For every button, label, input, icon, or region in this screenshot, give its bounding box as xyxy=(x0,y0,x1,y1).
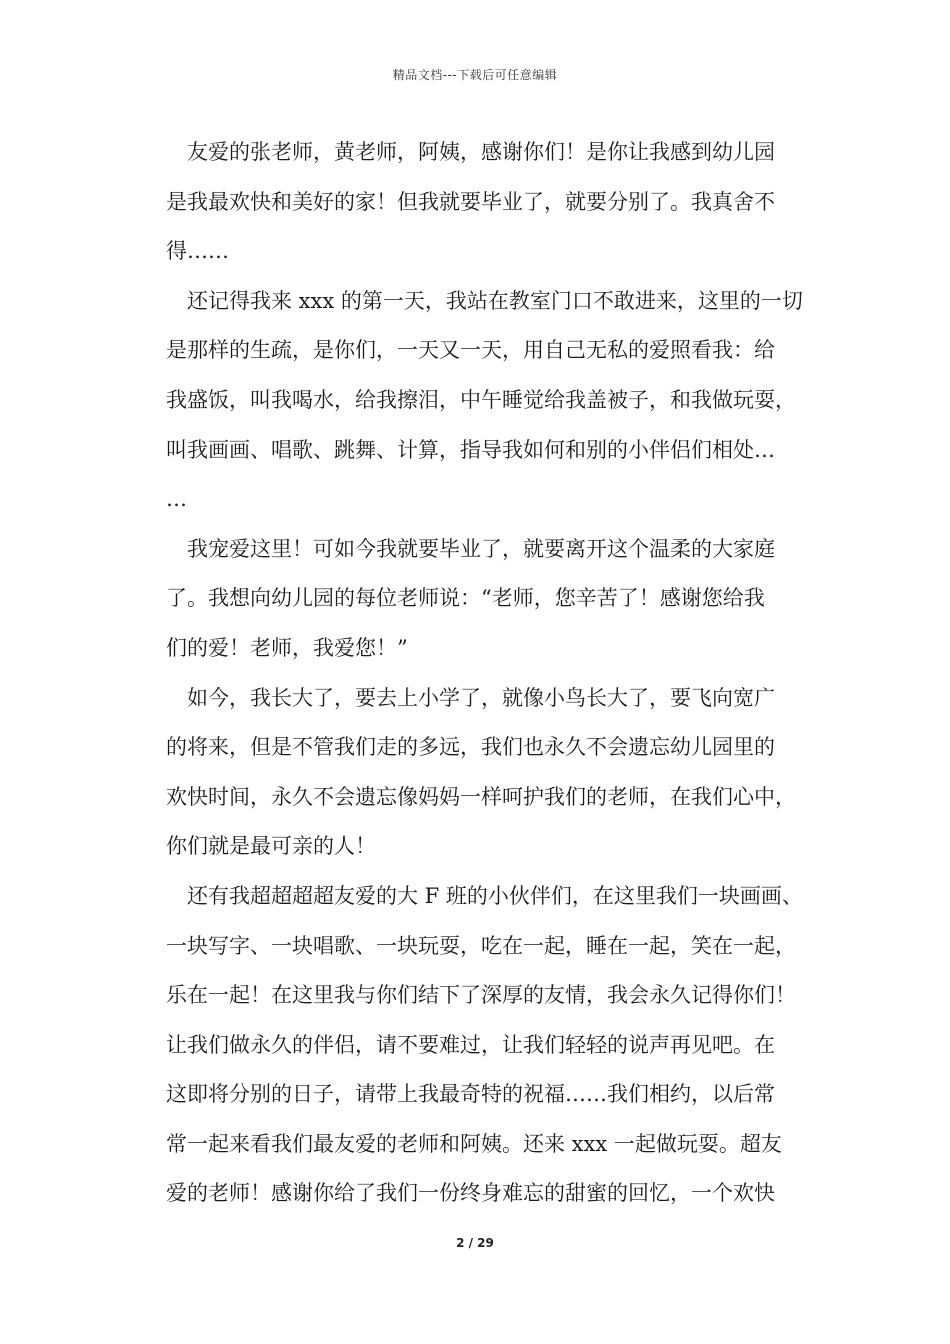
document-body xyxy=(145,128,805,1219)
paragraph-line: 乐在一起！在这里我与你们结下了深厚的友情，我会永久记得你们！ xyxy=(166,983,796,1008)
paragraph-line: 了。我想向幼儿园的每位老师说：“老师，您辛苦了！感谢您给我 xyxy=(166,586,765,611)
paragraph-line: 一块写字、一块唱歌、一块玩耍，吃在一起，睡在一起，笑在一起， xyxy=(166,933,796,958)
paragraph-line: 叫我画画、唱歌、跳舞、计算，指导我如何和别的小伴侣们相处… xyxy=(166,437,775,462)
page-number: 2 / 29 xyxy=(456,1236,494,1250)
paragraph-line: 还有我超超超超友爱的大 F 班的小伙伴们，在这里我们一块画画、 xyxy=(187,883,803,908)
paragraph xyxy=(145,525,805,674)
paragraph-line: 友爱的张老师，黄老师，阿姨，感谢你们！是你让我感到幼儿园 xyxy=(187,140,775,164)
paragraph-line: 是那样的生疏，是你们，一天又一天，用自己无私的爱照看我：给 xyxy=(166,338,775,363)
paragraph-line: 我宠爱这里！可如今我就要毕业了，就要离开这个温柔的大家庭 xyxy=(187,536,775,561)
paragraph-line: 得…… xyxy=(166,239,229,264)
paragraph-line: 是我最欢快和美好的家！但我就要毕业了，就要分别了。我真舍不 xyxy=(166,189,775,214)
paragraph-line: 的将来，但是不管我们走的多远，我们也永久不会遗忘幼儿园里的 xyxy=(166,735,775,760)
paragraph-line: 欢快时间，永久不会遗忘像妈妈一样呵护我们的老师，在我们心中， xyxy=(166,784,796,809)
paragraph-line: 你们就是最可亲的人！ xyxy=(166,834,376,859)
paragraph-line: 还记得我来 xxx 的第一天，我站在教室门口不敢进来，这里的一切 xyxy=(187,288,803,313)
paragraph xyxy=(145,277,805,525)
paragraph xyxy=(145,872,805,1219)
paragraph-line: 如今，我长大了，要去上小学了，就像小鸟长大了，要飞向宽广 xyxy=(187,685,775,710)
paragraph-line: 我盛饭，叫我喝水，给我擦泪，中午睡觉给我盖被子，和我做玩耍， xyxy=(166,387,796,412)
paragraph-line: 们的爱！老师，我爱您！” xyxy=(166,635,408,660)
paragraph-line: 常一起来看我们最友爱的老师和阿姨。还来 xxx 一起做玩耍。超友 xyxy=(166,1131,782,1156)
page-header: 精品文档---下载后可任意编辑 xyxy=(392,68,558,82)
paragraph-line: 爱的老师！感谢你给了我们一份终身难忘的甜蜜的回忆，一个欢快 xyxy=(166,1181,775,1206)
paragraph-line: 这即将分别的日子，请带上我最奇特的祝福……我们相约，以后常 xyxy=(166,1082,775,1107)
paragraph xyxy=(145,128,805,277)
paragraph-line: … xyxy=(166,487,187,512)
paragraph xyxy=(145,674,805,872)
paragraph-line: 让我们做永久的伴侣，请不要难过，让我们轻轻的说声再见吧。在 xyxy=(166,1032,775,1057)
